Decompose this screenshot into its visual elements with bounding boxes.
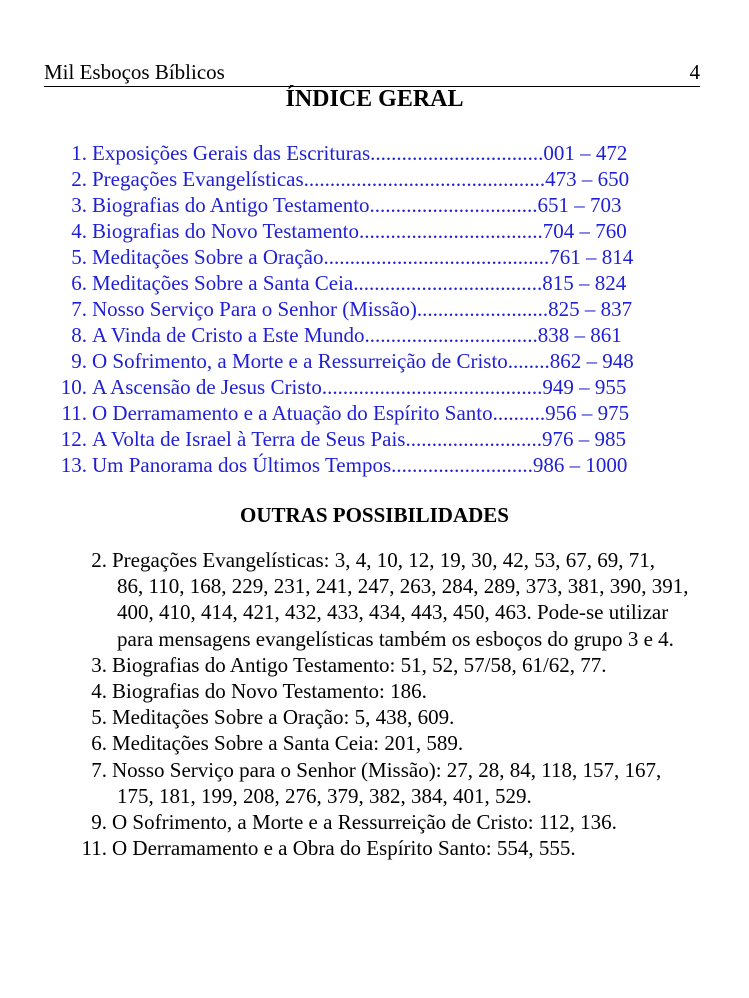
- other-entry-number: 6.: [91, 731, 107, 755]
- other-entry-continuation: 175, 181, 199, 208, 276, 379, 382, 384, 401, 529.: [117, 784, 532, 808]
- toc-entry-text: Nosso Serviço Para o Senhor (Missão).........................825 – 837: [92, 297, 633, 321]
- other-entry-number: 2.: [91, 548, 107, 572]
- toc-entry[interactable]: [55, 140, 627, 166]
- other-entry: [75, 835, 576, 861]
- toc-entry-number: 5.: [71, 245, 87, 269]
- other-entry-continuation: 400, 410, 414, 421, 432, 433, 434, 443, 450, 463. Pode-se utilizar: [117, 600, 669, 624]
- other-entry-text: Meditações Sobre a Oração: 5, 438, 609.: [112, 705, 455, 729]
- toc-entry[interactable]: [55, 166, 629, 192]
- toc-entry-text: Biografias do Antigo Testamento................................651 – 703: [92, 193, 622, 217]
- toc-entry[interactable]: [55, 218, 627, 244]
- toc-entry-number: 8.: [71, 323, 87, 347]
- toc-entry[interactable]: [55, 296, 632, 322]
- toc-entry[interactable]: [55, 452, 627, 478]
- other-entry: [75, 678, 427, 704]
- toc-entry-number: 13.: [60, 453, 87, 477]
- other-entry-text: Pregações Evangelísticas: 3, 4, 10, 12, 19, 30, 42, 53, 67, 69, 71,: [112, 548, 656, 572]
- toc-entry[interactable]: [55, 348, 634, 374]
- other-entry-number: 3.: [91, 653, 107, 677]
- other-possibilities-title: OUTRAS POSSIBILIDADES: [239, 503, 509, 527]
- toc-entry-text: A Vinda de Cristo a Este Mundo.................................838 – 861: [92, 323, 622, 347]
- other-entry-number: 11.: [81, 836, 107, 860]
- toc-entry-number: 12.: [60, 427, 87, 451]
- other-entry: [75, 730, 463, 756]
- toc-entry-number: 4.: [71, 219, 87, 243]
- toc-entry-text: O Derramamento e a Atuação do Espírito Santo..........956 – 975: [92, 401, 630, 425]
- other-entry-continuation: para mensagens evangelísticas também os esboços do grupo 3 e 4.: [117, 627, 674, 651]
- toc-entry[interactable]: [55, 192, 622, 218]
- toc-entry-number: 3.: [71, 193, 87, 217]
- other-entry: [75, 652, 607, 678]
- toc-entry-text: A Ascensão de Jesus Cristo..........................................949 – 955: [92, 375, 627, 399]
- toc-entry[interactable]: [55, 400, 629, 426]
- toc-entry-number: 9.: [71, 349, 87, 373]
- other-entry-number: 4.: [91, 679, 107, 703]
- toc-entry[interactable]: [55, 322, 622, 348]
- toc-entry-number: 7.: [71, 297, 87, 321]
- toc-entry-text: Biografias do Novo Testamento...................................704 – 760: [92, 219, 627, 243]
- toc-entry-number: 10.: [60, 375, 87, 399]
- toc-entry-number: 1.: [71, 141, 87, 165]
- other-entry-continuation: 86, 110, 168, 229, 231, 241, 247, 263, 284, 289, 373, 381, 390, 391,: [117, 574, 689, 598]
- toc-entry-text: Pregações Evangelísticas..............................................473 – 650: [92, 167, 630, 191]
- other-entry-text: Nosso Serviço para o Senhor (Missão): 27, 28, 84, 118, 157, 167,: [112, 758, 662, 782]
- other-entry: [75, 547, 655, 573]
- toc-entry[interactable]: [55, 270, 626, 296]
- page-number: 4: [689, 60, 700, 84]
- other-entry-text: O Derramamento e a Obra do Espírito Santo: 554, 555.: [112, 836, 576, 860]
- toc-entry[interactable]: [55, 426, 626, 452]
- page-header: [44, 56, 700, 87]
- other-entry-number: 5.: [91, 705, 107, 729]
- other-entry-number: 7.: [91, 758, 107, 782]
- toc-entry-text: Meditações Sobre a Oração...........................................761 – 814: [92, 245, 634, 269]
- other-entry: [75, 704, 454, 730]
- other-entry-text: Meditações Sobre a Santa Ceia: 201, 589.: [112, 731, 464, 755]
- toc-entry-number: 2.: [71, 167, 87, 191]
- toc-entry-number: 6.: [71, 271, 87, 295]
- index-title: ÍNDICE GERAL: [285, 86, 464, 112]
- other-entry: [75, 809, 617, 835]
- toc-entry-number: 11.: [61, 401, 87, 425]
- other-entry-text: Biografias do Novo Testamento: 186.: [112, 679, 427, 703]
- toc-entry-text: Meditações Sobre a Santa Ceia....................................815 – 824: [92, 271, 627, 295]
- toc-entry-text: A Volta de Israel à Terra de Seus Pais..........................976 – 985: [92, 427, 626, 451]
- book-title: Mil Esboços Bíblicos: [44, 60, 225, 84]
- other-entry: [75, 757, 661, 783]
- toc-entry[interactable]: [55, 244, 633, 270]
- other-entry-text: Biografias do Antigo Testamento: 51, 52, 57/58, 61/62, 77.: [112, 653, 607, 677]
- other-entry-number: 9.: [91, 810, 107, 834]
- toc-entry-text: Exposições Gerais das Escrituras.................................001 – 472: [92, 141, 628, 165]
- other-entry-text: O Sofrimento, a Morte e a Ressurreição de Cristo: 112, 136.: [112, 810, 617, 834]
- toc-entry[interactable]: [55, 374, 626, 400]
- toc-entry-text: O Sofrimento, a Morte e a Ressurreição de Cristo........862 – 948: [92, 349, 634, 373]
- toc-entry-text: Um Panorama dos Últimos Tempos...........................986 – 1000: [92, 453, 628, 477]
